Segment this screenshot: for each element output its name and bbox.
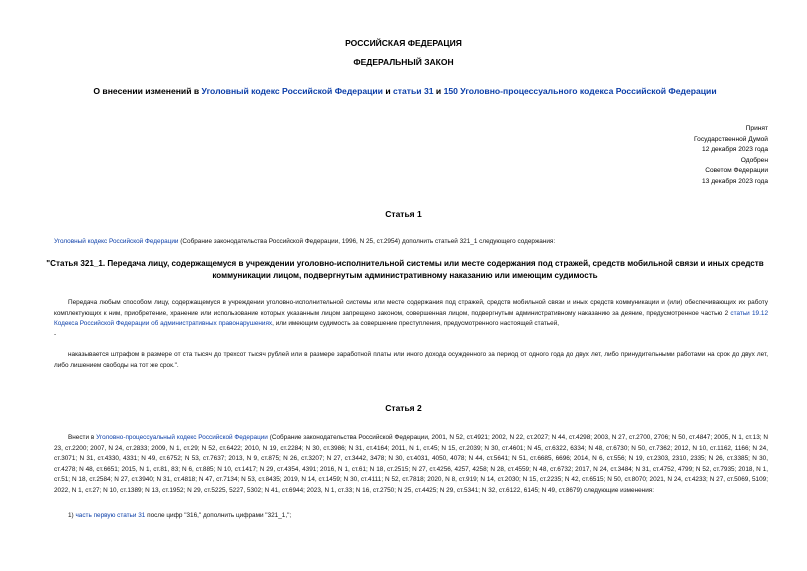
article-1-paragraph-1-text-b: , или имеющим судимость за совершение преступления, предусмотренного настоящей статьей, xyxy=(272,320,560,328)
criminal-procedure-code-link[interactable]: Уголовно-процессуальный кодекс Российской Федерации xyxy=(96,434,268,441)
country-heading: РОССИЙСКАЯ ФЕДЕРАЦИЯ xyxy=(345,38,462,48)
article-1-paragraph-2: наказывается штрафом в размере от ста тысяч до трехсот тысяч рублей или в размере заработной платы или иного дохода осужденного за период от одного года до двух лет, либо принудительными работами на срок до двух лет, либо лишением свободы на тот же срок.". xyxy=(54,351,768,369)
article-1-paragraph-1 xyxy=(54,298,768,330)
article-31-part-1-link[interactable]: часть первую статьи 31 xyxy=(75,512,146,519)
adoption-line: Государственной Думой xyxy=(694,135,768,143)
criminal-code-link[interactable]: Уголовный кодекс Российской Федерации xyxy=(201,86,383,96)
adoption-line: 12 декабря 2023 года xyxy=(702,146,768,153)
article-1-intro xyxy=(54,237,774,248)
criminal-code-link[interactable]: Уголовный кодекс Российской Федерации xyxy=(54,238,179,245)
adoption-line: Советом Федерации xyxy=(705,167,768,174)
item-1-text: после цифр "316," дополнить цифрами "321_1,"; xyxy=(145,512,292,519)
law-title-and-2: и xyxy=(433,86,444,96)
coap-article-19-12-link[interactable]: статьи 19.12 Кодекса Российской Федерации об административных правонарушениях xyxy=(54,309,768,328)
adoption-line: Одобрен xyxy=(740,156,768,164)
article-1-dash: - xyxy=(54,331,57,338)
article-1-paragraph-1-text-a: Передача любым способом лицу, содержащемуся в учреждении уголовно-исполнительной системы или месте содержания под стражей, средств мобильной связи и иных средств коммуникации и (или) обеспечивающих их работу комплектующих к ним, приобретение, хранение или использование которых указанным лицом запрещено законом, совершенная лицом, подвергнутым административному наказанию за деяние, предусмотренное частью 2 xyxy=(54,299,768,317)
article-150-link-text: 150 xyxy=(443,86,458,96)
article-2-intro xyxy=(54,433,768,497)
article-2-item-1 xyxy=(68,511,291,522)
article-2-intro-a: Внести в xyxy=(68,434,97,441)
adoption-block xyxy=(694,124,768,187)
item-1-number: 1) xyxy=(68,512,76,519)
article-1-heading: Статья 1 xyxy=(385,209,422,219)
criminal-procedure-code-link-text: Уголовно-процессуального кодекса Российской Федерации xyxy=(457,86,717,96)
criminal-procedure-code-link[interactable] xyxy=(444,86,717,96)
law-title-prefix: О внесении изменений в xyxy=(93,86,202,96)
adoption-line: 13 декабря 2023 года xyxy=(702,177,768,185)
adoption-line: Принят xyxy=(745,125,768,132)
article-31-link[interactable]: статьи 31 xyxy=(393,86,434,96)
law-type-heading: ФЕДЕРАЛЬНЫЙ ЗАКОН xyxy=(353,57,454,67)
law-title xyxy=(60,86,750,96)
article-2-intro-b: (Собрание законодательства Российской Федерации, 2001, N 52, ст.4921; 2002, N 22, ст.2027; N 44, ст.4298; 2003, N 27, ст.2700, 2706; N 50, ст.4847; 2005, N 1, ст.13; N 23, ст.2200; 2007, N 24, ст.2833; 2009, N 1, ст.29; N 52, ст.6422; 2010, N 19, ст.2284; N 30, ст.3986; N 31, ст.4164; 2011, N 1, ст.45; N 15, ст.2039; N 30, ст.4601; N 45, ст.6322, 6334; N 48, ст.6730; N 50, ст.7362; 2012, N 10, ст.1162, 1166; N 24, ст.3071; N 31, ст.4330, 4331; N 49, ст.6752; N 53, ст.7637; 2013, N 9, ст.875; N 26, ст.3207; N 27, ст.3442, 3478; N 30, ст.4031, 4050, 4078; N 44, ст.5641; N 51, ст.6685, 6696; 2014, N 6, ст.556; N 19, ст.2303, 2310, 2335; N 26, ст.3385; N 30, ст.4278; N 48, ст.6651; 2015, N 1, ст.81, 83; N 6, ст.885; N 10, ст.1417; N 29, ст.4354, 4391; 2016, N 1, ст.61; N 18, ст.2515; N 27, ст.4256, 4257, 4258; N 28, ст.4559; N 48, ст.6732; 2017, N 24, ст.3484; N 31, ст.4752, 4799; N 52, ст.7935; 2018, N 1, ст.51; N 18, ст.2584; N 27, ст.3940; N 31, ст.4818; N 47, ст.7134; N 53, ст.8435; 2019, N 14, ст.1459; N 30, ст.4111; N 52, ст.7818; 2020, N 8, ст.919; N 14, ст.2030; N 15, ст.2235; N 42, ст.6515; N 50, ст.8070; 2021, N 24, ст.4233; N 27, ст.5069, 5109; 2022, N 1, ст.27; N 10, ст.1389; N 13, ст.1952; N 29, ст.5225, 5227, 5302; N 41, ст.6944; 2023, N 1, ст.33; N 16, ст.2750; N 25, ст.4425; N 29, ст.5341; N 32, ст.6122, 6145; N 49, ст.8679) следующие изменения: xyxy=(54,434,768,494)
article-2-heading: Статья 2 xyxy=(385,403,422,413)
article-1-intro-text: (Собрание законодательства Российской Федерации, 1996, N 25, ст.2954) дополнить статьей 321_1 следующего содержания: xyxy=(178,238,556,245)
law-title-and-1: и xyxy=(382,86,394,96)
new-article-title: "Статья 321_1. Передача лицу, содержащемуся в учреждении уголовно-исполнительной системы или месте содержания под стражей, средств мобильной связи и иных средств коммуникации лицом, подвергнутым административному наказанию или имеющим судимость xyxy=(46,259,764,280)
